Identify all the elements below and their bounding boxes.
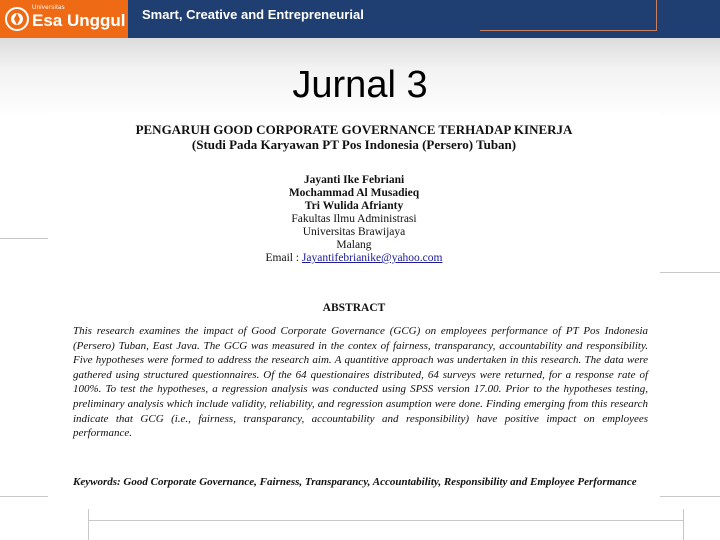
header-bar [0, 0, 720, 38]
slide-title: Jurnal 3 [292, 64, 428, 106]
affiliation-university: Universitas Brawijaya [302, 226, 406, 238]
tagline: Smart, Creative and Entrepreneurial [142, 7, 364, 22]
email-link[interactable]: Jayantifebrianike@yahoo.com [301, 252, 443, 264]
author-2: Mochammad Al Musadieq [288, 187, 420, 199]
frame-line [0, 238, 48, 239]
frame-line [660, 496, 720, 497]
frame-line [0, 496, 48, 497]
affiliation-city: Malang [336, 239, 372, 251]
author-1: Jayanti Ike Febriani [303, 174, 405, 186]
journal-page [48, 112, 660, 509]
author-3: Tri Wulida Afrianty [304, 200, 404, 212]
abstract-heading: ABSTRACT [322, 302, 386, 311]
frame-line [683, 509, 684, 540]
email-line [48, 252, 660, 265]
paper-title-line-1: PENGARUH GOOD CORPORATE GOVERNANCE TERHADAP KINERJA [135, 122, 573, 137]
logo-name: Esa Unggul [32, 11, 126, 30]
frame-line [660, 272, 720, 273]
university-seal-icon [4, 6, 30, 32]
keywords: Keywords: Good Corporate Governance, Fairness, Transparancy, Accountability, Responsibility and Employee Performance [73, 476, 637, 488]
header-divider [480, 30, 656, 31]
abstract-text: This research examines the impact of Good Corporate Governance (GCG) on employees performance of PT Pos Indonesia (Persero) Tuban, East Java. The GCG was measured in the contex of fairness, transparancy, accountability and responsibility. Five hypotheses were formed to address the research aim. A quantitive approach was undertaken in this research. The data were gathered using structured questionnaires. Of the 64 questionaires distributed, 64 surveys were returned, for a response rate of 100%. To test the hypotheses, a regression analysis was conducted using SPSS version 17.00. Prior to the hypotheses testing, preliminary analysis which include validity, reliability, and regression asumption were done. Finding emerging from this research indicate that GCG (i.e., fairness, transparancy, accountability and responsibility) have positive impact on employees performance. [73, 325, 648, 440]
frame-line [88, 509, 89, 540]
email-label: Email : [265, 252, 300, 264]
brand-logo [0, 0, 128, 38]
paper-title-line-2: (Studi Pada Karyawan PT Pos Indonesia (Persero) Tuban) [191, 137, 517, 152]
paper-title [48, 122, 660, 152]
logo-subtext: Universitas [32, 5, 65, 11]
header-divider-vertical [656, 0, 657, 31]
frame-line [88, 520, 684, 521]
affiliation-faculty: Fakultas Ilmu Administrasi [291, 213, 417, 225]
